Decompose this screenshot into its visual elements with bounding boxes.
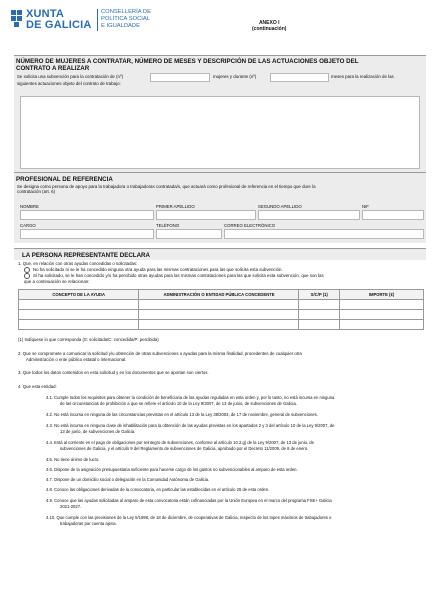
declara-44b: subvenciones de Galicia, y el artículo 9 del Reglamento de subvenciones de Galicia, aprobado por el Decreto 11/2009, de 8 de enero. bbox=[60, 446, 309, 451]
num-mujeres-input[interactable] bbox=[150, 73, 210, 82]
declara-43b: 13 de junio, de subvenciones de Galicia. bbox=[60, 429, 136, 434]
declara-49a: 4.9. Conoce que las ayudas solicitadas al amparo de esta convocatoria están cofinanciadas por la Unión Europea en el marco del programa FSE+ Galicia bbox=[46, 498, 332, 503]
declara-45: 4.5. No tiene ánimo de lucro. bbox=[46, 457, 100, 462]
section1-text-a: Se solicita una subvención para la contratación de (nº) bbox=[17, 74, 124, 79]
anexo-title: ANEXO I bbox=[258, 20, 280, 26]
anexo-continuation: (continuación) bbox=[252, 26, 287, 32]
xunta-logo bbox=[10, 8, 160, 48]
cargo-input[interactable] bbox=[20, 229, 154, 239]
segundo-apellido-input[interactable] bbox=[258, 210, 360, 220]
section1-text-b: mujeres y durante (nº) bbox=[213, 74, 257, 79]
section3-title: LA PERSONA REPRESENTANTE DECLARA bbox=[22, 252, 150, 259]
nombre-input[interactable] bbox=[20, 210, 154, 220]
declara-p3: 3. Que todos los datos contenidos en esta solicitud y en los documentos que se aportan son ciertos. bbox=[18, 370, 209, 375]
declara-46: 4.6. Dispone de la asignación presupuestaria suficiente para hacerse cargo de los gastos no subvencionables al amparo de esta orden. bbox=[46, 467, 298, 472]
declara-41a: 4.1. Cumple todos los requisitos para obtener la condición de beneficiaria de las ayudas reguladas en esta orden y, por lo tanto, no está incursa en ninguna bbox=[46, 395, 335, 400]
th-scp: S/C/P (1) bbox=[299, 290, 340, 300]
logo-sub2: POLÍTICA SOCIAL bbox=[101, 16, 150, 22]
correo-input[interactable] bbox=[224, 229, 424, 239]
table-note: (1) Indíquese lo que corresponda (S: solicitada/C: concedida/P: percibida) bbox=[18, 337, 159, 342]
declara-410a: 4.10. Que cumple con las previsiones de la Ley 5/1998, de 18 de diciembre, de cooperativas de Galicia, respecto de los topes máximos de trabajadores o bbox=[46, 515, 332, 520]
anexo-label bbox=[252, 20, 286, 32]
radio-si-label-cont: que a continuación se relacionan: bbox=[24, 279, 90, 284]
primer-apellido-input[interactable] bbox=[156, 210, 256, 220]
actuaciones-textarea[interactable] bbox=[20, 96, 420, 169]
radio-si-label: Sí ha solicitado, se le han concedido y/o ha percibido otras ayudas para las mismas contrataciones para las que solicita esta subvención, que son las bbox=[33, 273, 324, 279]
section1-title-line2: CONTRATO A REALIZAR bbox=[16, 65, 90, 72]
label-nif: NIF bbox=[362, 204, 369, 209]
radio-no-label: No ha solicitado ni se le ha concedido ninguna otra ayuda para las mismas contrataciones para las que solicita esta subvención. bbox=[33, 267, 283, 273]
num-meses-input[interactable] bbox=[270, 73, 329, 82]
declara-49b: 2021-2027. bbox=[60, 504, 82, 509]
declara-43a: 4.3. No está incursa en ninguna clase de inhabilitación para la obtención de las ayudas previstas en los apartados 2 y 3 del artículo 10 de la Ley 9/2007, de bbox=[46, 423, 335, 428]
declara-47: 4.7. Dispone de un domicilio social o delegación en la Comunidad Autónoma de Galicia. bbox=[46, 477, 210, 482]
label-primer-apellido: PRIMER APELLIDO bbox=[156, 204, 195, 209]
ayudas-table bbox=[18, 289, 424, 330]
section2-text-line2: contratación (art. 6) bbox=[17, 189, 56, 194]
th-concepto: CONCEPTO DE LA AYUDA bbox=[19, 290, 139, 300]
label-telefono: TELÉFONO bbox=[156, 223, 180, 228]
nif-input[interactable] bbox=[362, 210, 424, 220]
table-row[interactable] bbox=[19, 320, 424, 330]
logo-line1: XUNTA bbox=[26, 8, 65, 20]
declara-p2a: 2. Que se compromete a comunicar la solicitud y/u obtención de otras subvenciones o ayudas para la misma finalidad, procedentes de cualquier otra bbox=[18, 351, 302, 356]
label-cargo: CARGO bbox=[20, 223, 36, 228]
logo-line2: DE GALICIA bbox=[26, 19, 92, 31]
declara-p2b: Administración o ente público estatal o internacional. bbox=[26, 357, 127, 362]
section1-title-line1: NÚMERO DE MUJERES A CONTRATAR, NÚMERO DE MESES Y DESCRIPCIÓN DE LAS ACTUACIONES OBJETO DEL bbox=[16, 58, 359, 65]
declara-41b: de las circunstancias de prohibición a que se refiere el artículo 10 de la Ley 9/2007, de 13 de junio, de subvenciones de Galicia. bbox=[60, 401, 297, 406]
section1-text-d: siguientes actuaciones objeto del contrato de trabajo: bbox=[17, 81, 121, 86]
declara-410b: trabajadoras por cuenta ajena. bbox=[60, 521, 117, 526]
declara-p4: 4. Que esta entidad: bbox=[18, 384, 57, 389]
table-header-row bbox=[19, 290, 424, 300]
th-administracion: ADMINISTRACIÓN O ENTIDAD PÚBLICA CONCEDENTE bbox=[139, 290, 299, 300]
label-segundo-apellido: SEGUNDO APELLIDO bbox=[258, 204, 302, 209]
logo-divider bbox=[97, 9, 98, 31]
table-row[interactable] bbox=[19, 300, 424, 310]
telefono-input[interactable] bbox=[156, 229, 222, 239]
section1-text-c: meses para la realización de las bbox=[331, 74, 394, 79]
label-correo: CORREO ELECTRÓNICO bbox=[224, 223, 276, 228]
logo-sub1: CONSELLERÍA DE bbox=[101, 9, 151, 15]
table-row[interactable] bbox=[19, 310, 424, 320]
section-actuaciones bbox=[14, 55, 426, 174]
declara-42: 4.2. No está incursa en ninguna de las circunstancias previstas en el artículo 13 de la Ley 38/2003, de 17 de noviembre, general de subvenciones. bbox=[46, 412, 318, 417]
logo-sub3: E IGUALDADE bbox=[101, 23, 140, 29]
declara-48: 4.8. Conoce las obligaciones derivadas de la convocatoria, en particular las establecidas en el artículo 25 de esta orden. bbox=[46, 487, 270, 492]
section-profesional bbox=[14, 172, 426, 243]
xunta-emblem-icon bbox=[10, 9, 24, 31]
th-importe: IMPORTE (€) bbox=[340, 290, 424, 300]
label-nombre: NOMBRE bbox=[20, 204, 39, 209]
section2-title: PROFESIONAL DE REFERENCIA bbox=[16, 176, 113, 183]
section2-text-line1: Se designa como persona de apoyo para la trabajadora o trabajadoras contratada/s, que actuará como profesional de referencia en el tiempo que dure la bbox=[17, 184, 316, 189]
declara-44a: 4.4. Está al corriente en el pago de obligaciones por reintegro de subvenciones, conforme al artículo 10.2.g) de la Ley 9/2007, de 13 de junio, de bbox=[46, 440, 314, 445]
declara-p1: 1. Que, en relación con otras ayudas concedidas o solicitadas: bbox=[18, 261, 138, 266]
